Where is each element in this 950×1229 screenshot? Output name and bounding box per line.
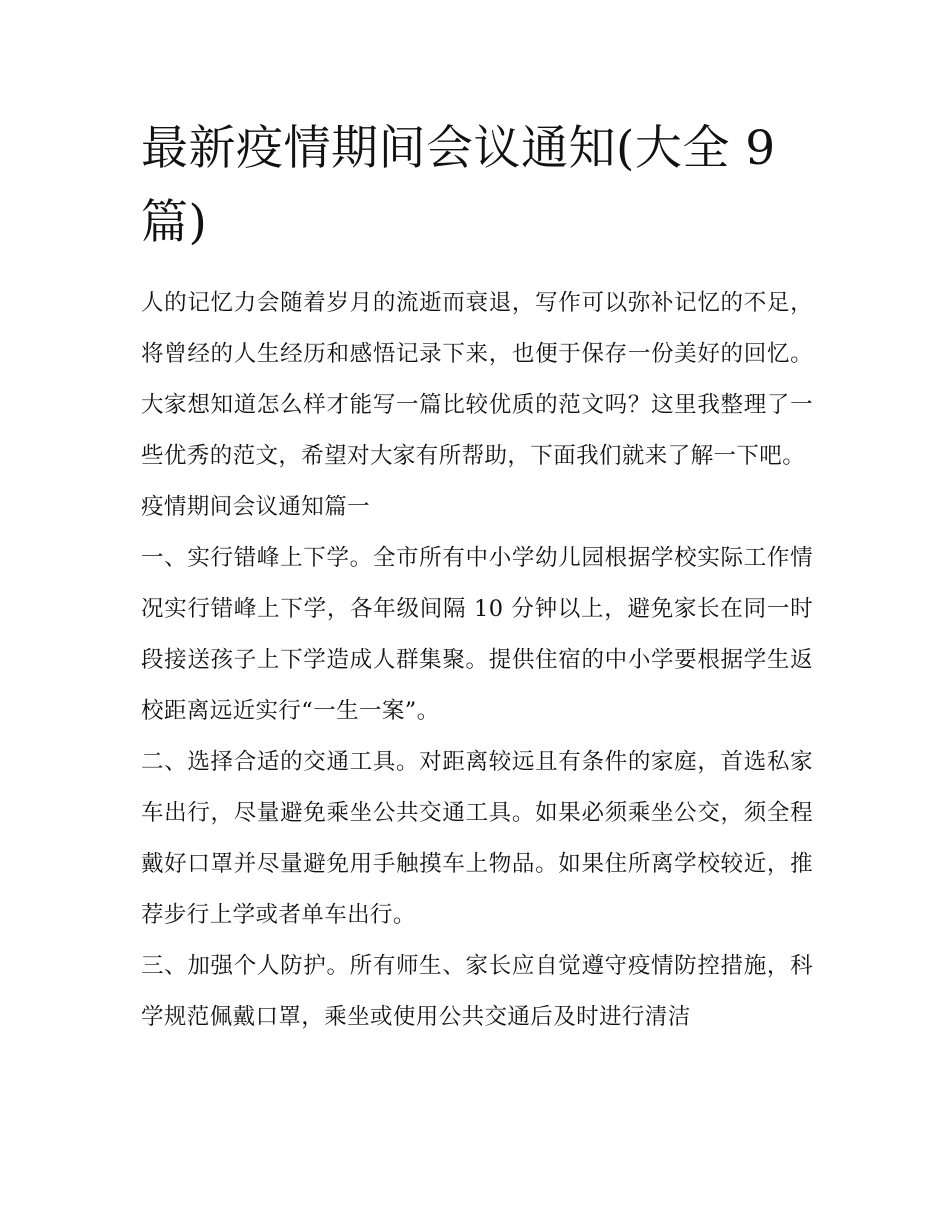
item-paragraph-1: 一、实行错峰上下学。全市所有中小学幼儿园根据学校实际工作情况实行错峰上下学，各年级间隔 10 分钟以上，避免家长在同一时段接送孩子上下学造成人群集聚。提供住宿的中小学要根据学生返校距离远近实行“一生一案”。	[141, 545, 813, 724]
document-page	[141, 112, 813, 1043]
document-title: 最新疫情期间会议通知(大全 9 篇)	[141, 121, 776, 250]
section-heading: 疫情期间会议通知篇一	[141, 494, 371, 520]
intro-paragraph: 人的记忆力会随着岁月的流逝而衰退，写作可以弥补记忆的不足，将曾经的人生经历和感悟记录下来，也便于保存一份美好的回忆。大家想知道怎么样才能写一篇比较优质的范文吗？这里我整理了一些优秀的范文，希望对大家有所帮助，下面我们就来了解一下吧。	[141, 290, 813, 469]
item-paragraph-2: 二、选择合适的交通工具。对距离较远且有条件的家庭，首选私家车出行，尽量避免乘坐公共交通工具。如果必须乘坐公交，须全程戴好口罩并尽量避免用手触摸车上物品。如果住所离学校较近，推荐步行上学或者单车出行。	[141, 749, 813, 928]
item-paragraph-3: 三、加强个人防护。所有师生、家长应自觉遵守疫情防控措施，科学规范佩戴口罩，乘坐或使用公共交通后及时进行清洁	[141, 953, 813, 1030]
